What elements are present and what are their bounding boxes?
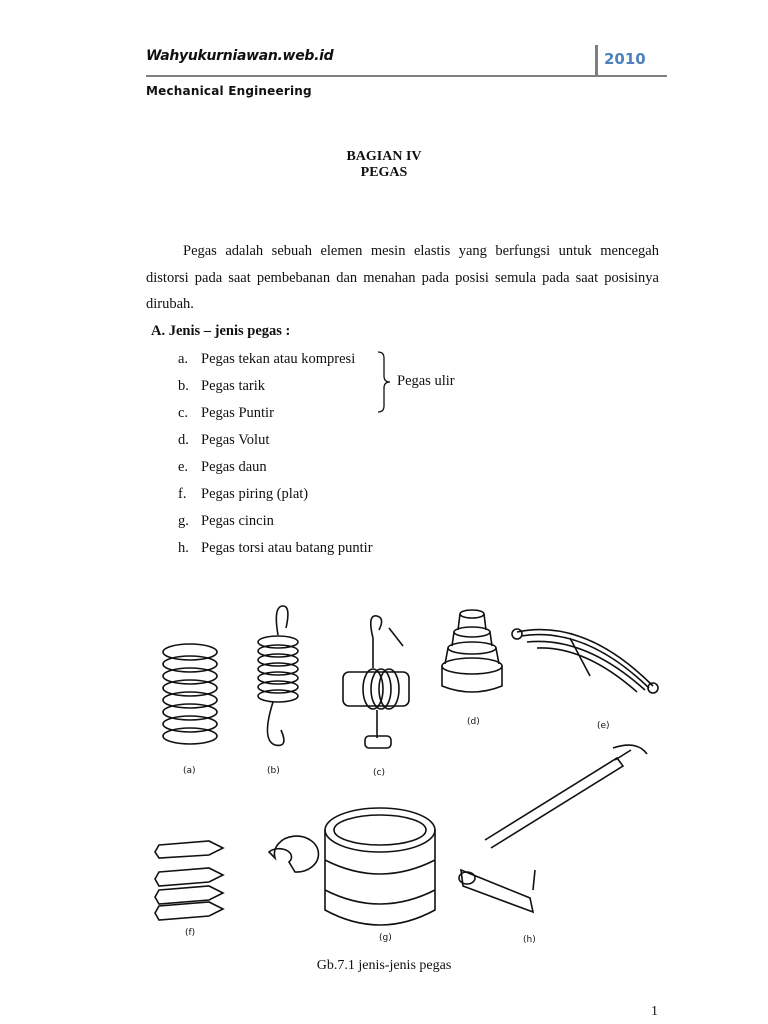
list-letter: f. [178, 486, 187, 502]
page-number: 1 [651, 1004, 658, 1019]
list-text: Pegas tarik [201, 378, 266, 394]
volute-spring-icon [442, 610, 502, 692]
list-letter: e. [178, 459, 189, 475]
spring-types-figure [145, 590, 660, 955]
chapter-subtitle: PEGAS [360, 165, 408, 180]
compression-spring-icon [163, 644, 217, 744]
list-letter: c. [178, 405, 189, 421]
figure-label-f: (f) [185, 928, 196, 938]
header-divider [595, 45, 598, 75]
list-letter: b. [178, 378, 189, 394]
chapter-title: BAGIAN IV [346, 149, 422, 164]
header-year: 2010 [604, 50, 646, 68]
list-text: Pegas piring (plat) [201, 486, 309, 502]
list-text: Pegas Puntir [201, 405, 274, 421]
ring-spring-icon [269, 808, 435, 925]
figure-label-e: (e) [597, 721, 610, 731]
list-letter: d. [178, 432, 189, 448]
list-text: Pegas cincin [201, 513, 274, 529]
figure-label-a: (a) [183, 766, 196, 776]
disc-spring-icon [155, 841, 223, 920]
section-heading: A. Jenis – jenis pegas : [151, 323, 291, 339]
list-letter: g. [178, 513, 189, 529]
figure-label-h: (h) [523, 935, 536, 945]
figure-label-b: (b) [267, 766, 280, 776]
leaf-spring-icon [512, 629, 658, 693]
figure-label-d: (d) [467, 717, 480, 727]
header-rule [146, 75, 667, 77]
list-letter: h. [178, 540, 189, 556]
list-text: Pegas daun [201, 459, 267, 475]
curly-brace-icon [374, 350, 394, 414]
tension-spring-icon [258, 606, 298, 745]
list-text: Pegas tekan atau kompresi [201, 351, 356, 367]
list-text: Pegas torsi atau batang puntir [201, 540, 373, 556]
torsion-bar-icon [459, 745, 647, 912]
figure-label-g: (g) [379, 933, 392, 943]
figure-caption: Gb.7.1 jenis-jenis pegas [316, 958, 452, 973]
bracket-label: Pegas ulir [397, 373, 455, 389]
intro-paragraph: Pegas adalah sebuah elemen mesin elastis yang berfungsi untuk mencegah distorsi pada saat pembebanan dan menahan pada posisi semula pada saat posisinya dirubah. [146, 243, 659, 312]
torsion-spring-icon [343, 616, 409, 748]
header-site-name: Wahyukurniawan.web.id [146, 48, 334, 64]
figure-label-c: (c) [373, 768, 385, 778]
list-letter: a. [178, 351, 189, 367]
header-subtitle: Mechanical Engineering [146, 84, 312, 98]
list-text: Pegas Volut [201, 432, 270, 448]
